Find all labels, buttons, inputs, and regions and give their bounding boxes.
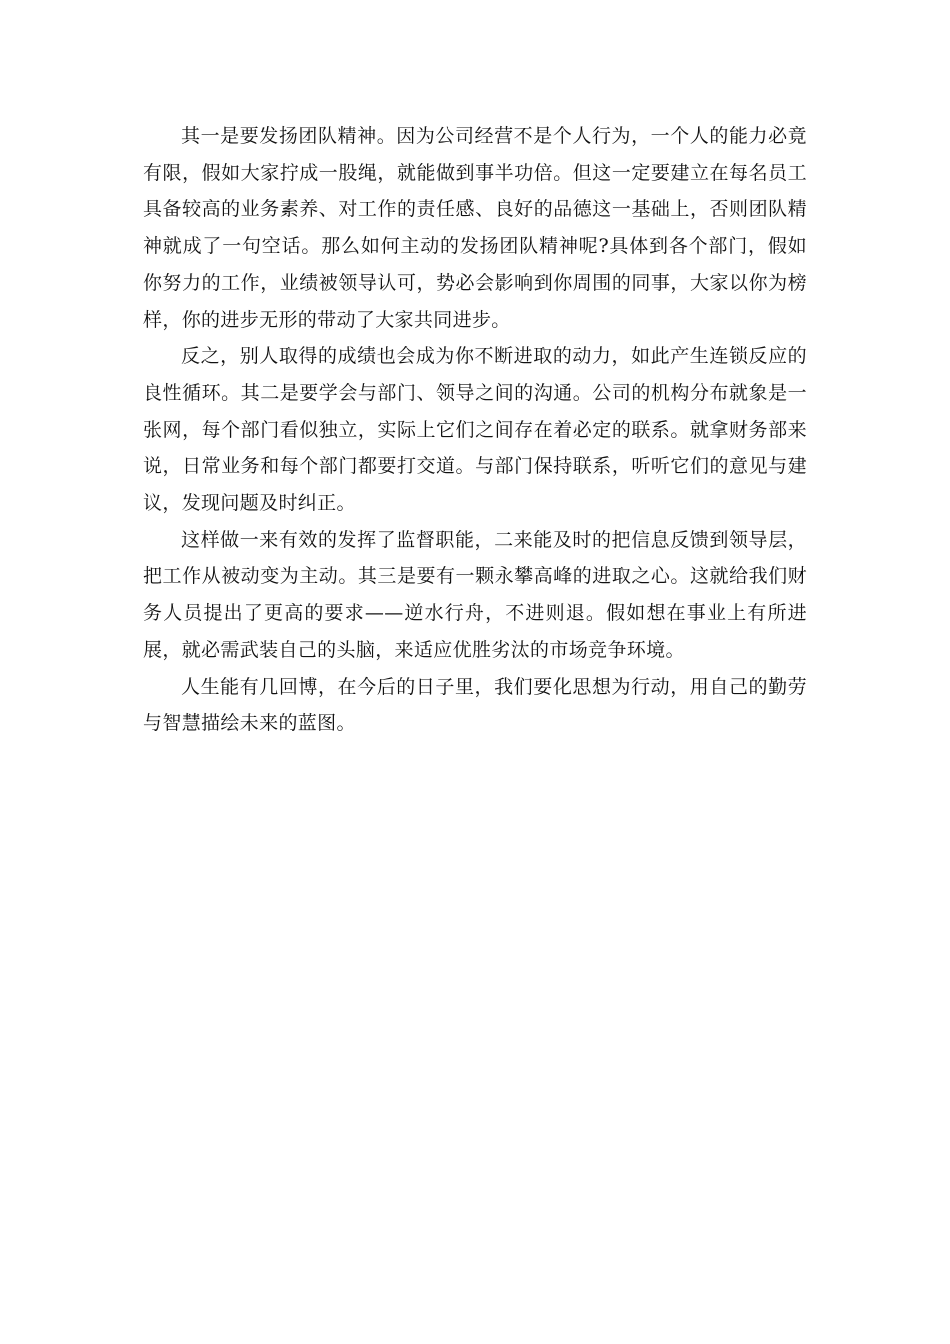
paragraph-3: 这样做一来有效的发挥了监督职能，二来能及时的把信息反馈到领导层，把工作从被动变为主动。其三是要有一颗永攀高峰的进取之心。这就给我们财务人员提出了更高的要求——逆水行舟，不进则退。假如想在事业上有所进展，就必需武装自己的头脑，来适应优胜劣汰的市场竞争环境。 bbox=[143, 528, 807, 661]
paragraph-1: 其一是要发扬团队精神。因为公司经营不是个人行为，一个人的能力必竟有限，假如大家拧成一股绳，就能做到事半功倍。但这一定要建立在每名员工具备较高的业务素养、对工作的责任感、良好的品德这一基础上，否则团队精神就成了一句空话。那么如何主动的发扬团队精神呢?具体到各个部门，假如你努力的工作，业绩被领导认可，势必会影响到你周围的同事，大家以你为榜样，你的进步无形的带动了大家共同进步。 bbox=[143, 125, 807, 331]
paragraph-4: 人生能有几回博，在今后的日子里，我们要化思想为行动，用自己的勤劳与智慧描绘未来的蓝图。 bbox=[143, 675, 807, 735]
document-body bbox=[143, 118, 807, 742]
paragraph-2: 反之，别人取得的成绩也会成为你不断进取的动力，如此产生连锁反应的良性循环。其二是要学会与部门、领导之间的沟通。公司的机构分布就象是一张网，每个部门看似独立，实际上它们之间存在着必定的联系。就拿财务部来说，日常业务和每个部门都要打交道。与部门保持联系，听听它们的意见与建议，发现问题及时纠正。 bbox=[143, 345, 807, 515]
